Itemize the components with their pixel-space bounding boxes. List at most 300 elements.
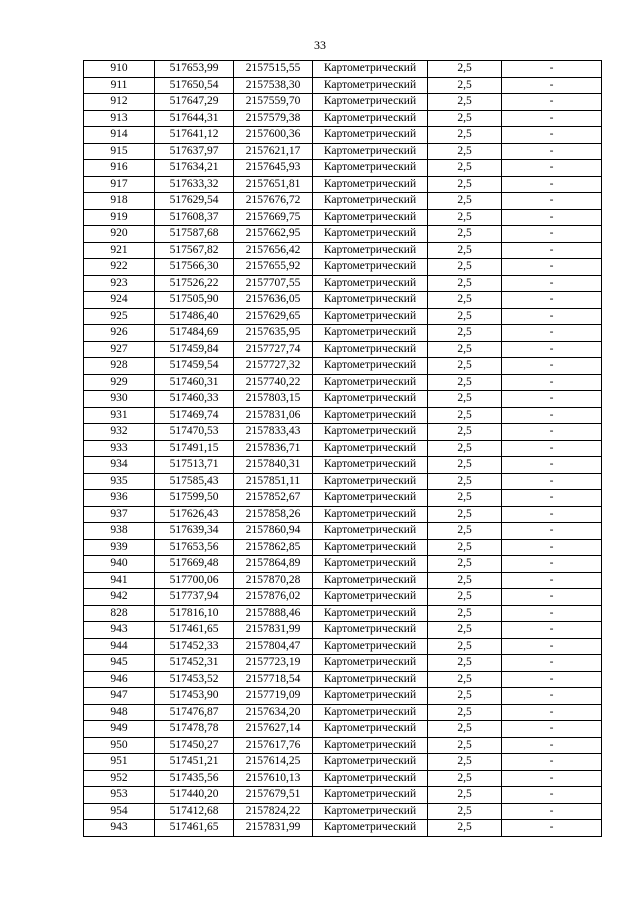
accuracy-cell: 2,5 <box>428 622 502 639</box>
point-number-cell: 951 <box>84 754 155 771</box>
y-coordinate-cell: 2157656,42 <box>234 242 313 259</box>
point-number-cell: 953 <box>84 787 155 804</box>
table-row <box>84 440 602 457</box>
y-coordinate-cell: 2157651,81 <box>234 176 313 193</box>
accuracy-cell: 2,5 <box>428 176 502 193</box>
method-cell: Картометрический <box>313 424 428 441</box>
table-row <box>84 556 602 573</box>
table-row <box>84 721 602 738</box>
coordinates-table-body <box>84 61 602 837</box>
x-coordinate-cell: 517566,30 <box>155 259 234 276</box>
accuracy-cell: 2,5 <box>428 787 502 804</box>
point-number-cell: 932 <box>84 424 155 441</box>
table-row <box>84 820 602 837</box>
y-coordinate-cell: 2157614,25 <box>234 754 313 771</box>
description-cell: - <box>502 292 602 309</box>
point-number-cell: 948 <box>84 704 155 721</box>
accuracy-cell: 2,5 <box>428 226 502 243</box>
point-number-cell: 916 <box>84 160 155 177</box>
y-coordinate-cell: 2157860,94 <box>234 523 313 540</box>
y-coordinate-cell: 2157870,28 <box>234 572 313 589</box>
table-row <box>84 275 602 292</box>
method-cell: Картометрический <box>313 242 428 259</box>
table-row <box>84 110 602 127</box>
point-number-cell: 930 <box>84 391 155 408</box>
method-cell: Картометрический <box>313 193 428 210</box>
x-coordinate-cell: 517476,87 <box>155 704 234 721</box>
table-row <box>84 308 602 325</box>
x-coordinate-cell: 517452,31 <box>155 655 234 672</box>
description-cell: - <box>502 143 602 160</box>
accuracy-cell: 2,5 <box>428 440 502 457</box>
description-cell: - <box>502 754 602 771</box>
description-cell: - <box>502 605 602 622</box>
description-cell: - <box>502 358 602 375</box>
accuracy-cell: 2,5 <box>428 457 502 474</box>
method-cell: Картометрический <box>313 308 428 325</box>
description-cell: - <box>502 622 602 639</box>
point-number-cell: 917 <box>84 176 155 193</box>
point-number-cell: 920 <box>84 226 155 243</box>
point-number-cell: 828 <box>84 605 155 622</box>
method-cell: Картометрический <box>313 259 428 276</box>
description-cell: - <box>502 391 602 408</box>
y-coordinate-cell: 2157803,15 <box>234 391 313 408</box>
y-coordinate-cell: 2157719,09 <box>234 688 313 705</box>
point-number-cell: 936 <box>84 490 155 507</box>
method-cell: Картометрический <box>313 110 428 127</box>
table-row <box>84 292 602 309</box>
x-coordinate-cell: 517459,84 <box>155 341 234 358</box>
accuracy-cell: 2,5 <box>428 655 502 672</box>
method-cell: Картометрический <box>313 176 428 193</box>
method-cell: Картометрический <box>313 589 428 606</box>
method-cell: Картометрический <box>313 226 428 243</box>
description-cell: - <box>502 374 602 391</box>
x-coordinate-cell: 517816,10 <box>155 605 234 622</box>
description-cell: - <box>502 457 602 474</box>
description-cell: - <box>502 589 602 606</box>
accuracy-cell: 2,5 <box>428 754 502 771</box>
accuracy-cell: 2,5 <box>428 671 502 688</box>
description-cell: - <box>502 770 602 787</box>
accuracy-cell: 2,5 <box>428 473 502 490</box>
table-row <box>84 341 602 358</box>
description-cell: - <box>502 193 602 210</box>
description-cell: - <box>502 704 602 721</box>
method-cell: Картометрический <box>313 622 428 639</box>
y-coordinate-cell: 2157876,02 <box>234 589 313 606</box>
method-cell: Картометрический <box>313 143 428 160</box>
description-cell: - <box>502 242 602 259</box>
x-coordinate-cell: 517459,54 <box>155 358 234 375</box>
description-cell: - <box>502 176 602 193</box>
y-coordinate-cell: 2157804,47 <box>234 638 313 655</box>
y-coordinate-cell: 2157864,89 <box>234 556 313 573</box>
x-coordinate-cell: 517412,68 <box>155 803 234 820</box>
method-cell: Картометрический <box>313 407 428 424</box>
point-number-cell: 929 <box>84 374 155 391</box>
x-coordinate-cell: 517453,52 <box>155 671 234 688</box>
table-row <box>84 655 602 672</box>
accuracy-cell: 2,5 <box>428 490 502 507</box>
x-coordinate-cell: 517587,68 <box>155 226 234 243</box>
table-row <box>84 77 602 94</box>
point-number-cell: 945 <box>84 655 155 672</box>
table-row <box>84 358 602 375</box>
table-row <box>84 325 602 342</box>
point-number-cell: 950 <box>84 737 155 754</box>
x-coordinate-cell: 517460,31 <box>155 374 234 391</box>
table-row <box>84 770 602 787</box>
page-number: 33 <box>314 38 326 52</box>
accuracy-cell: 2,5 <box>428 688 502 705</box>
point-number-cell: 935 <box>84 473 155 490</box>
accuracy-cell: 2,5 <box>428 506 502 523</box>
method-cell: Картометрический <box>313 787 428 804</box>
y-coordinate-cell: 2157559,70 <box>234 94 313 111</box>
point-number-cell: 939 <box>84 539 155 556</box>
description-cell: - <box>502 407 602 424</box>
table-row <box>84 704 602 721</box>
description-cell: - <box>502 539 602 556</box>
description-cell: - <box>502 556 602 573</box>
point-number-cell: 949 <box>84 721 155 738</box>
accuracy-cell: 2,5 <box>428 143 502 160</box>
x-coordinate-cell: 517585,43 <box>155 473 234 490</box>
accuracy-cell: 2,5 <box>428 110 502 127</box>
accuracy-cell: 2,5 <box>428 209 502 226</box>
method-cell: Картометрический <box>313 457 428 474</box>
x-coordinate-cell: 517513,71 <box>155 457 234 474</box>
table-row <box>84 374 602 391</box>
point-number-cell: 943 <box>84 622 155 639</box>
y-coordinate-cell: 2157636,05 <box>234 292 313 309</box>
point-number-cell: 911 <box>84 77 155 94</box>
x-coordinate-cell: 517491,15 <box>155 440 234 457</box>
x-coordinate-cell: 517653,56 <box>155 539 234 556</box>
method-cell: Картометрический <box>313 127 428 144</box>
table-row <box>84 688 602 705</box>
x-coordinate-cell: 517451,21 <box>155 754 234 771</box>
point-number-cell: 927 <box>84 341 155 358</box>
method-cell: Картометрический <box>313 473 428 490</box>
point-number-cell: 910 <box>84 61 155 78</box>
method-cell: Картометрический <box>313 605 428 622</box>
y-coordinate-cell: 2157635,95 <box>234 325 313 342</box>
table-row <box>84 160 602 177</box>
table-row <box>84 622 602 639</box>
y-coordinate-cell: 2157579,38 <box>234 110 313 127</box>
point-number-cell: 944 <box>84 638 155 655</box>
method-cell: Картометрический <box>313 374 428 391</box>
method-cell: Картометрический <box>313 292 428 309</box>
x-coordinate-cell: 517700,06 <box>155 572 234 589</box>
y-coordinate-cell: 2157669,75 <box>234 209 313 226</box>
x-coordinate-cell: 517460,33 <box>155 391 234 408</box>
point-number-cell: 941 <box>84 572 155 589</box>
description-cell: - <box>502 308 602 325</box>
y-coordinate-cell: 2157833,43 <box>234 424 313 441</box>
method-cell: Картометрический <box>313 655 428 672</box>
y-coordinate-cell: 2157740,22 <box>234 374 313 391</box>
x-coordinate-cell: 517461,65 <box>155 820 234 837</box>
method-cell: Картометрический <box>313 704 428 721</box>
accuracy-cell: 2,5 <box>428 325 502 342</box>
table-row <box>84 638 602 655</box>
description-cell: - <box>502 787 602 804</box>
y-coordinate-cell: 2157600,36 <box>234 127 313 144</box>
accuracy-cell: 2,5 <box>428 77 502 94</box>
accuracy-cell: 2,5 <box>428 127 502 144</box>
table-row <box>84 539 602 556</box>
description-cell: - <box>502 490 602 507</box>
method-cell: Картометрический <box>313 770 428 787</box>
description-cell: - <box>502 275 602 292</box>
accuracy-cell: 2,5 <box>428 539 502 556</box>
x-coordinate-cell: 517633,32 <box>155 176 234 193</box>
table-row <box>84 424 602 441</box>
x-coordinate-cell: 517626,43 <box>155 506 234 523</box>
x-coordinate-cell: 517469,74 <box>155 407 234 424</box>
accuracy-cell: 2,5 <box>428 605 502 622</box>
description-cell: - <box>502 160 602 177</box>
description-cell: - <box>502 61 602 78</box>
method-cell: Картометрический <box>313 737 428 754</box>
y-coordinate-cell: 2157718,54 <box>234 671 313 688</box>
method-cell: Картометрический <box>313 341 428 358</box>
method-cell: Картометрический <box>313 440 428 457</box>
x-coordinate-cell: 517486,40 <box>155 308 234 325</box>
method-cell: Картометрический <box>313 160 428 177</box>
table-row <box>84 473 602 490</box>
point-number-cell: 940 <box>84 556 155 573</box>
x-coordinate-cell: 517629,54 <box>155 193 234 210</box>
table-row <box>84 754 602 771</box>
point-number-cell: 922 <box>84 259 155 276</box>
table-row <box>84 94 602 111</box>
table-row <box>84 671 602 688</box>
point-number-cell: 937 <box>84 506 155 523</box>
point-number-cell: 923 <box>84 275 155 292</box>
description-cell: - <box>502 506 602 523</box>
y-coordinate-cell: 2157888,46 <box>234 605 313 622</box>
accuracy-cell: 2,5 <box>428 308 502 325</box>
table-row <box>84 787 602 804</box>
method-cell: Картометрический <box>313 803 428 820</box>
y-coordinate-cell: 2157538,30 <box>234 77 313 94</box>
description-cell: - <box>502 209 602 226</box>
method-cell: Картометрический <box>313 638 428 655</box>
accuracy-cell: 2,5 <box>428 407 502 424</box>
accuracy-cell: 2,5 <box>428 572 502 589</box>
table-row <box>84 589 602 606</box>
x-coordinate-cell: 517484,69 <box>155 325 234 342</box>
method-cell: Картометрический <box>313 209 428 226</box>
y-coordinate-cell: 2157610,13 <box>234 770 313 787</box>
description-cell: - <box>502 688 602 705</box>
accuracy-cell: 2,5 <box>428 424 502 441</box>
table-row <box>84 737 602 754</box>
table-row <box>84 457 602 474</box>
coordinates-table <box>83 60 602 837</box>
table-row <box>84 803 602 820</box>
y-coordinate-cell: 2157840,31 <box>234 457 313 474</box>
y-coordinate-cell: 2157831,99 <box>234 622 313 639</box>
accuracy-cell: 2,5 <box>428 737 502 754</box>
method-cell: Картометрический <box>313 490 428 507</box>
method-cell: Картометрический <box>313 556 428 573</box>
y-coordinate-cell: 2157676,72 <box>234 193 313 210</box>
table-row <box>84 143 602 160</box>
point-number-cell: 947 <box>84 688 155 705</box>
description-cell: - <box>502 473 602 490</box>
description-cell: - <box>502 655 602 672</box>
x-coordinate-cell: 517470,53 <box>155 424 234 441</box>
description-cell: - <box>502 77 602 94</box>
accuracy-cell: 2,5 <box>428 523 502 540</box>
y-coordinate-cell: 2157824,22 <box>234 803 313 820</box>
table-row <box>84 193 602 210</box>
x-coordinate-cell: 517599,50 <box>155 490 234 507</box>
method-cell: Картометрический <box>313 688 428 705</box>
table-row <box>84 127 602 144</box>
y-coordinate-cell: 2157662,95 <box>234 226 313 243</box>
description-cell: - <box>502 638 602 655</box>
point-number-cell: 913 <box>84 110 155 127</box>
point-number-cell: 942 <box>84 589 155 606</box>
description-cell: - <box>502 523 602 540</box>
x-coordinate-cell: 517653,99 <box>155 61 234 78</box>
table-row <box>84 61 602 78</box>
table-row <box>84 407 602 424</box>
description-cell: - <box>502 341 602 358</box>
table-row <box>84 506 602 523</box>
y-coordinate-cell: 2157858,26 <box>234 506 313 523</box>
accuracy-cell: 2,5 <box>428 275 502 292</box>
accuracy-cell: 2,5 <box>428 770 502 787</box>
accuracy-cell: 2,5 <box>428 589 502 606</box>
point-number-cell: 933 <box>84 440 155 457</box>
point-number-cell: 914 <box>84 127 155 144</box>
method-cell: Картометрический <box>313 820 428 837</box>
point-number-cell: 938 <box>84 523 155 540</box>
table-row <box>84 572 602 589</box>
y-coordinate-cell: 2157727,32 <box>234 358 313 375</box>
table-row <box>84 605 602 622</box>
point-number-cell: 912 <box>84 94 155 111</box>
accuracy-cell: 2,5 <box>428 374 502 391</box>
y-coordinate-cell: 2157634,20 <box>234 704 313 721</box>
method-cell: Картометрический <box>313 391 428 408</box>
point-number-cell: 915 <box>84 143 155 160</box>
y-coordinate-cell: 2157645,93 <box>234 160 313 177</box>
method-cell: Картометрический <box>313 572 428 589</box>
x-coordinate-cell: 517639,34 <box>155 523 234 540</box>
y-coordinate-cell: 2157852,67 <box>234 490 313 507</box>
point-number-cell: 921 <box>84 242 155 259</box>
x-coordinate-cell: 517461,65 <box>155 622 234 639</box>
table-row <box>84 259 602 276</box>
point-number-cell: 926 <box>84 325 155 342</box>
description-cell: - <box>502 259 602 276</box>
point-number-cell: 928 <box>84 358 155 375</box>
method-cell: Картометрический <box>313 523 428 540</box>
y-coordinate-cell: 2157707,55 <box>234 275 313 292</box>
x-coordinate-cell: 517650,54 <box>155 77 234 94</box>
y-coordinate-cell: 2157679,51 <box>234 787 313 804</box>
method-cell: Картометрический <box>313 506 428 523</box>
accuracy-cell: 2,5 <box>428 292 502 309</box>
description-cell: - <box>502 424 602 441</box>
point-number-cell: 931 <box>84 407 155 424</box>
x-coordinate-cell: 517647,29 <box>155 94 234 111</box>
accuracy-cell: 2,5 <box>428 391 502 408</box>
accuracy-cell: 2,5 <box>428 341 502 358</box>
y-coordinate-cell: 2157851,11 <box>234 473 313 490</box>
description-cell: - <box>502 440 602 457</box>
description-cell: - <box>502 803 602 820</box>
point-number-cell: 919 <box>84 209 155 226</box>
accuracy-cell: 2,5 <box>428 358 502 375</box>
x-coordinate-cell: 517567,82 <box>155 242 234 259</box>
y-coordinate-cell: 2157862,85 <box>234 539 313 556</box>
table-row <box>84 490 602 507</box>
description-cell: - <box>502 110 602 127</box>
x-coordinate-cell: 517453,90 <box>155 688 234 705</box>
description-cell: - <box>502 572 602 589</box>
method-cell: Картометрический <box>313 721 428 738</box>
method-cell: Картометрический <box>313 358 428 375</box>
accuracy-cell: 2,5 <box>428 704 502 721</box>
x-coordinate-cell: 517644,31 <box>155 110 234 127</box>
x-coordinate-cell: 517641,12 <box>155 127 234 144</box>
x-coordinate-cell: 517737,94 <box>155 589 234 606</box>
table-row <box>84 209 602 226</box>
table-row <box>84 242 602 259</box>
point-number-cell: 952 <box>84 770 155 787</box>
point-number-cell: 924 <box>84 292 155 309</box>
x-coordinate-cell: 517637,97 <box>155 143 234 160</box>
method-cell: Картометрический <box>313 325 428 342</box>
y-coordinate-cell: 2157831,06 <box>234 407 313 424</box>
description-cell: - <box>502 127 602 144</box>
description-cell: - <box>502 721 602 738</box>
accuracy-cell: 2,5 <box>428 556 502 573</box>
x-coordinate-cell: 517608,37 <box>155 209 234 226</box>
y-coordinate-cell: 2157723,19 <box>234 655 313 672</box>
point-number-cell: 954 <box>84 803 155 820</box>
description-cell: - <box>502 226 602 243</box>
point-number-cell: 943 <box>84 820 155 837</box>
accuracy-cell: 2,5 <box>428 94 502 111</box>
accuracy-cell: 2,5 <box>428 242 502 259</box>
x-coordinate-cell: 517450,27 <box>155 737 234 754</box>
description-cell: - <box>502 671 602 688</box>
table-row <box>84 176 602 193</box>
point-number-cell: 918 <box>84 193 155 210</box>
y-coordinate-cell: 2157621,17 <box>234 143 313 160</box>
y-coordinate-cell: 2157515,55 <box>234 61 313 78</box>
y-coordinate-cell: 2157727,74 <box>234 341 313 358</box>
table-row <box>84 523 602 540</box>
accuracy-cell: 2,5 <box>428 61 502 78</box>
accuracy-cell: 2,5 <box>428 160 502 177</box>
method-cell: Картометрический <box>313 77 428 94</box>
accuracy-cell: 2,5 <box>428 259 502 276</box>
accuracy-cell: 2,5 <box>428 803 502 820</box>
x-coordinate-cell: 517505,90 <box>155 292 234 309</box>
